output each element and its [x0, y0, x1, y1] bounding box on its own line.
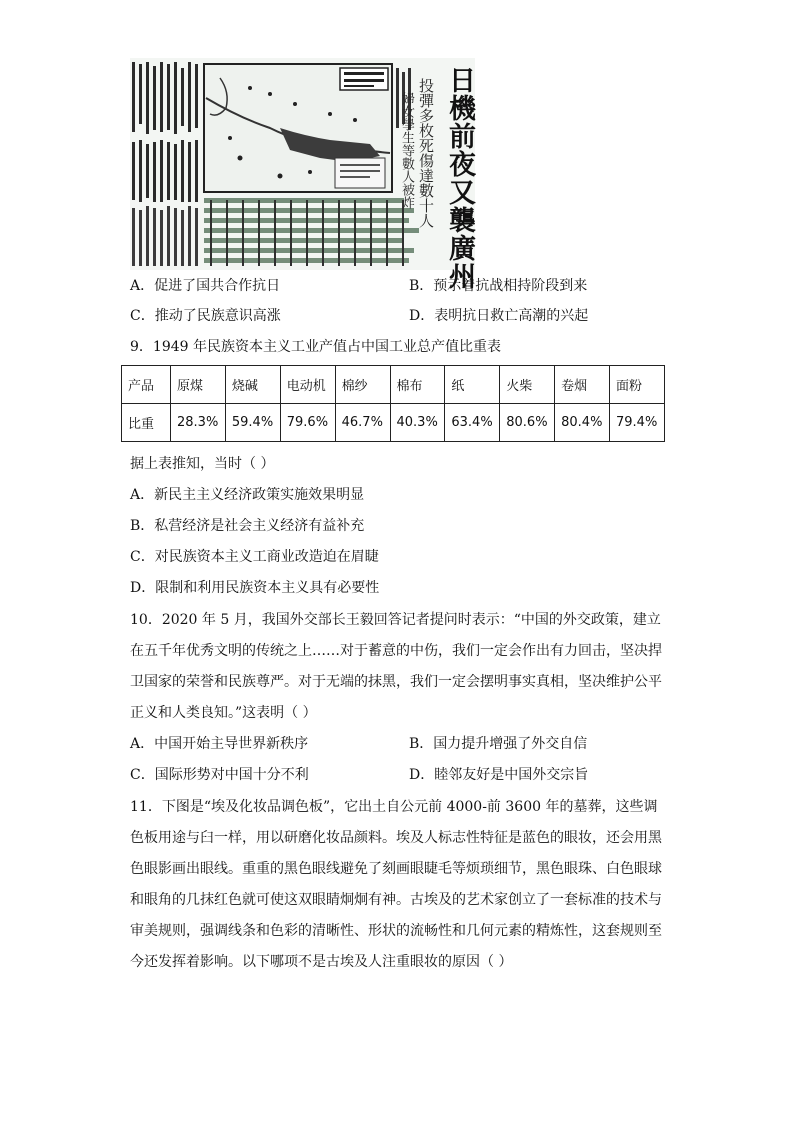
table-cell: 79.6% — [280, 404, 335, 442]
q9-option-d: D．限制和利用民族资本主义具有必要性 — [130, 580, 380, 596]
table-cell: 79.4% — [610, 404, 665, 442]
table-cell: 纸 — [445, 366, 500, 404]
table-cell: 28.3% — [171, 404, 226, 442]
q10-stem: 10．2020 年 5 月，我国外交部长王毅回答记者提问时表示：“中国的外交政策，建立在五千年优秀文明的传统之上……对于蓄意的中伤，我们一定会作出有力回击，坚决捍卫国家的荣誉和民族尊严。对于无端的抹黑，我们一定会摆明事实真相，坚决维护公平正义和人类良知。”这表明（ ） — [130, 612, 662, 721]
q8-option-c: C．推动了民族意识高涨 — [130, 308, 281, 324]
table-cell: 63.4% — [445, 404, 500, 442]
table-cell: 火柴 — [500, 366, 555, 404]
q9-option-a: A．新民主主义经济政策实施效果明显 — [130, 487, 365, 503]
q9-option-c: C．对民族资本主义工商业改造迫在眉睫 — [130, 549, 379, 565]
q10-option-a: A．中国开始主导世界新秩序 — [130, 736, 309, 752]
table-cell: 原煤 — [171, 366, 226, 404]
table-row-shares — [122, 404, 665, 442]
table-cell-label: 比重 — [122, 404, 171, 442]
q10-option-c: C．国际形势对中国十分不利 — [130, 767, 309, 783]
table-cell: 80.6% — [500, 404, 555, 442]
newspaper-subhead: 投彈多枚死傷達數十人 — [417, 78, 435, 228]
table-cell: 烧碱 — [225, 366, 280, 404]
table-cell: 46.7% — [335, 404, 390, 442]
table-row-products — [122, 366, 665, 404]
q10-option-b: B．国力提升增强了外交自信 — [409, 736, 588, 752]
q9-stem: 据上表推知，当时（ ） — [130, 456, 275, 472]
q11-stem: 11．下图是“埃及化妆品调色板”，它出土自公元前 4000-前 3600 年的墓葬，这些调色板用途与臼一样，用以研磨化妆品颜料。埃及人标志性特征是蓝色的眼妆，还会用黑色眼影画出眼线。重重的黑色眼线避免了刻画眼睫毛等烦琐细节，黑色眼珠、白色眼球和眼角的几抹红色就可使这双眼睛炯炯有神。古埃及的艺术家创立了一套标准的技术与审美规则，强调线条和色彩的清晰性、形状的流畅性和几何元素的精炼性，这套规则至今还发挥着影响。以下哪项不是古埃及人注重眼妆的原因（ ） — [130, 799, 662, 970]
table-cell: 40.3% — [390, 404, 445, 442]
q8-option-a: A．促进了国共合作抗日 — [130, 278, 281, 294]
q8-option-b: B．预示着抗战相持阶段到来 — [409, 278, 588, 294]
table-cell-label: 产品 — [122, 366, 171, 404]
table-cell: 卷烟 — [555, 366, 610, 404]
table-cell: 59.4% — [225, 404, 280, 442]
q8-option-d: D．表明抗日救亡高潮的兴起 — [409, 308, 589, 324]
table-cell: 80.4% — [555, 404, 610, 442]
q9-title: 9．1949 年民族资本主义工业产值占中国工业总产值比重表 — [130, 339, 501, 355]
q9-table — [121, 365, 665, 442]
q9-option-b: B．私营经济是社会主义经济有益补充 — [130, 518, 365, 534]
newspaper-subhead-2: 婦女學生等數人被炸 — [399, 92, 414, 209]
newspaper-headline: 日機前夜又襲廣州 — [444, 66, 475, 290]
table-cell: 面粉 — [610, 366, 665, 404]
table-cell: 棉布 — [390, 366, 445, 404]
q10-option-d: D．睦邻友好是中国外交宗旨 — [409, 767, 589, 783]
table-cell: 棉纱 — [335, 366, 390, 404]
table-cell: 电动机 — [280, 366, 335, 404]
